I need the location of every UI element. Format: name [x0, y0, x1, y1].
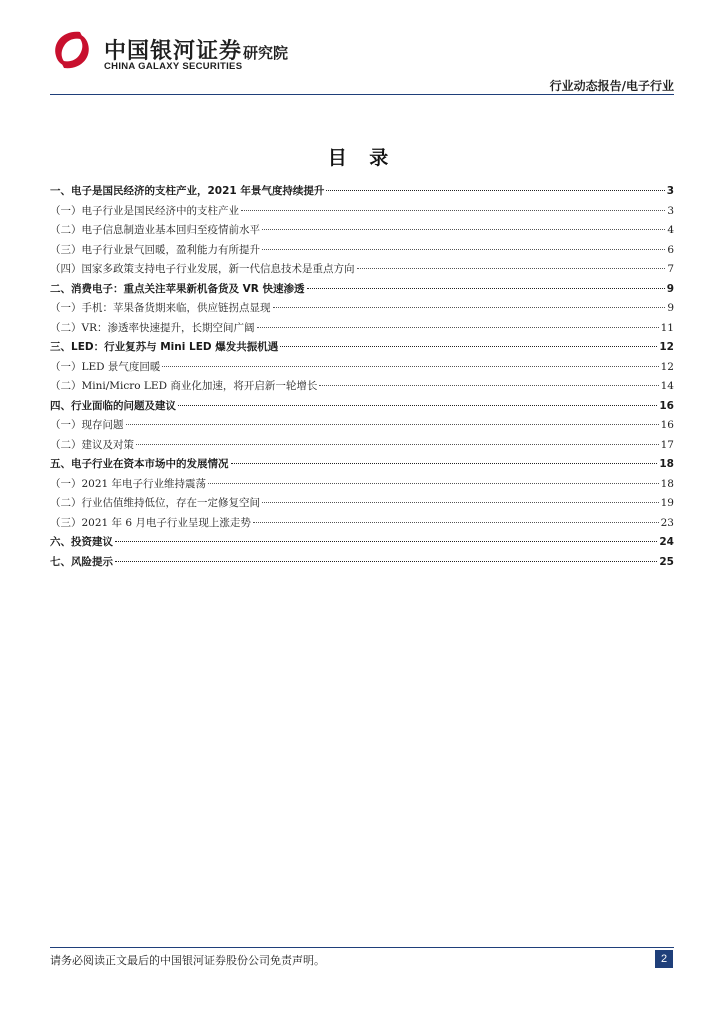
toc-entry-subsection[interactable]	[50, 378, 674, 398]
toc-entry-page: 11	[660, 321, 674, 334]
toc-entry-page: 14	[660, 380, 674, 392]
page-number-badge: 2	[655, 950, 673, 968]
toc-entry-label: 四、行业面临的问题及建议	[50, 399, 176, 412]
toc-entry-page: 16	[659, 399, 674, 412]
footer-disclaimer: 请务必阅读正文最后的中国银河证券股份公司免责声明。	[50, 954, 325, 967]
toc-entry-page: 3	[666, 185, 674, 197]
toc-entry-section[interactable]	[50, 281, 674, 301]
toc-dot-leader	[319, 385, 658, 386]
toc-entry-label: （一）电子行业是国民经济中的支柱产业	[50, 204, 239, 217]
toc-dot-leader	[273, 307, 666, 308]
toc-dot-leader	[262, 502, 659, 503]
toc-entry-label: （一）2021 年电子行业维持震荡	[50, 477, 207, 490]
toc-entry-subsection[interactable]	[50, 203, 674, 223]
toc-dot-leader	[126, 424, 659, 425]
toc-dot-leader	[162, 366, 658, 367]
toc-entry-label: （四）国家多政策支持电子行业发展，新一代信息技术是重点方向	[50, 263, 355, 275]
toc-entry-label: 五、电子行业在资本市场中的发展情况	[50, 458, 229, 470]
toc-entry-section[interactable]	[50, 456, 674, 476]
toc-entry-label: （二）建议及对策	[50, 438, 134, 451]
toc-entry-page: 7	[667, 263, 674, 275]
toc-entry-subsection[interactable]	[50, 417, 674, 437]
toc-entry-page: 12	[660, 360, 674, 373]
toc-entry-page: 9	[666, 282, 674, 295]
toc-entry-label: （一）手机：苹果备货期来临，供应链拐点显现	[50, 302, 271, 314]
toc-entry-page: 24	[659, 536, 674, 548]
toc-dot-leader	[262, 249, 665, 250]
company-name-cn: 中国银河证券	[104, 39, 243, 64]
galaxy-logo-icon	[50, 28, 94, 72]
toc-entry-page: 19	[660, 497, 674, 509]
report-type-label: 行业动态报告/电子行业	[549, 79, 674, 93]
toc-entry-label: （一）现存问题	[50, 419, 124, 431]
toc-entry-label: 七、风险提示	[50, 555, 113, 568]
toc-dot-leader	[262, 229, 665, 230]
toc-title: 目 录	[327, 147, 397, 169]
toc-entry-subsection[interactable]	[50, 437, 674, 457]
toc-entry-section[interactable]	[50, 554, 674, 574]
department-label: 研究院	[243, 44, 289, 62]
toc-entry-page: 4	[667, 224, 674, 236]
toc-entry-page: 12	[659, 341, 674, 353]
toc-entry-label: 三、LED：行业复苏与 Mini LED 爆发共振机遇	[50, 341, 279, 353]
toc-dot-leader	[115, 541, 657, 542]
toc-entry-page: 9	[667, 302, 674, 314]
table-of-contents	[50, 183, 674, 573]
toc-entry-page: 17	[660, 438, 674, 451]
toc-entry-subsection[interactable]	[50, 320, 674, 340]
toc-entry-label: （一）LED 景气度回暖	[50, 360, 161, 373]
toc-dot-leader	[231, 463, 658, 464]
toc-entry-label: （二）行业估值维持低位，存在一定修复空间	[50, 497, 260, 509]
toc-entry-page: 3	[667, 204, 674, 217]
toc-entry-section[interactable]	[50, 534, 674, 554]
toc-dot-leader	[136, 444, 659, 445]
toc-dot-leader	[208, 483, 659, 484]
toc-entry-subsection[interactable]	[50, 495, 674, 515]
toc-dot-leader	[115, 561, 657, 562]
toc-entry-subsection[interactable]	[50, 515, 674, 535]
footer-divider	[50, 947, 674, 948]
toc-entry-subsection[interactable]	[50, 300, 674, 320]
toc-entry-subsection[interactable]	[50, 261, 674, 281]
toc-entry-label: （二）电子信息制造业基本回归至疫情前水平	[50, 224, 260, 236]
page-header	[0, 0, 724, 100]
toc-entry-page: 25	[659, 555, 674, 568]
toc-entry-page: 18	[660, 477, 674, 490]
toc-entry-subsection[interactable]	[50, 242, 674, 262]
header-divider	[50, 94, 674, 95]
toc-entry-page: 16	[660, 419, 674, 431]
toc-entry-section[interactable]	[50, 183, 674, 203]
toc-entry-label: （二）VR：渗透率快速提升，长期空间广阔	[50, 321, 255, 334]
toc-entry-subsection[interactable]	[50, 222, 674, 242]
toc-entry-page: 18	[659, 458, 674, 470]
toc-entry-page: 6	[667, 243, 674, 256]
toc-entry-subsection[interactable]	[50, 476, 674, 496]
toc-dot-leader	[357, 268, 666, 269]
toc-entry-section[interactable]	[50, 339, 674, 359]
toc-dot-leader	[307, 288, 665, 289]
toc-entry-page: 23	[660, 516, 674, 529]
toc-dot-leader	[241, 210, 665, 211]
toc-dot-leader	[280, 346, 657, 347]
toc-entry-label: （三）2021 年 6 月电子行业呈现上涨走势	[50, 516, 251, 529]
toc-entry-label: （二）Mini/Micro LED 商业化加速，将开启新一轮增长	[50, 380, 318, 392]
toc-entry-label: 六、投资建议	[50, 536, 113, 548]
toc-dot-leader	[326, 190, 664, 191]
toc-entry-label: （三）电子行业景气回暖，盈利能力有所提升	[50, 243, 260, 256]
toc-entry-label: 一、电子是国民经济的支柱产业，2021 年景气度持续提升	[50, 185, 325, 197]
toc-entry-section[interactable]	[50, 398, 674, 418]
company-name-en: CHINA GALAXY SECURITIES	[104, 61, 243, 72]
toc-dot-leader	[178, 405, 657, 406]
toc-entry-subsection[interactable]	[50, 359, 674, 379]
toc-entry-label: 二、消费电子：重点关注苹果新机备货及 VR 快速渗透	[50, 282, 305, 295]
toc-dot-leader	[257, 327, 659, 328]
toc-dot-leader	[253, 522, 659, 523]
